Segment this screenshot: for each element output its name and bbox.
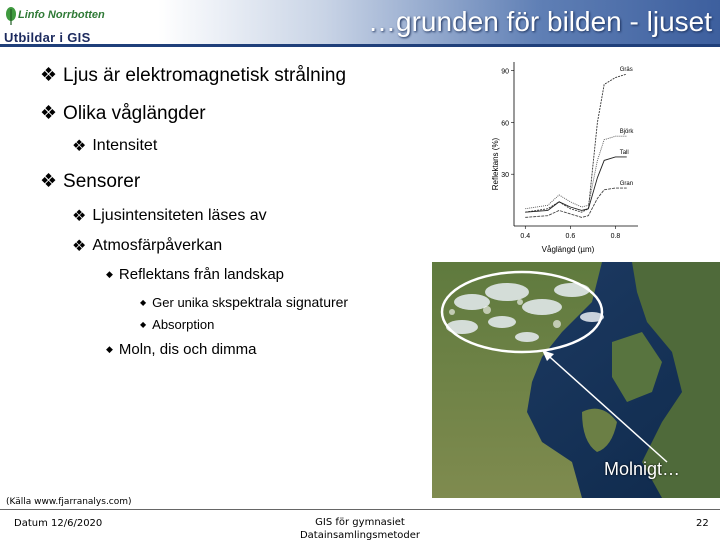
chart-x-tick-label: 0.8 xyxy=(610,233,621,240)
bullet-2 xyxy=(40,102,206,125)
bullet-text: Ljus är elektromagnetisk strålning xyxy=(63,64,347,86)
chart-x-tick-label: 0.6 xyxy=(565,233,576,240)
image-caption: Molnigt… xyxy=(604,459,681,479)
chart-series-label: Gräs xyxy=(619,67,633,74)
chart-ylabel: Reflektans (%) xyxy=(491,137,500,191)
diamond-bullet-icon: ❖ xyxy=(40,103,58,124)
bullet-signature xyxy=(140,294,348,310)
bullet-text: Ljusintensiteten läses av xyxy=(92,207,267,224)
chart-y-tick-label: 90 xyxy=(501,68,509,76)
bullet-text: Moln, dis och dimma xyxy=(118,341,257,358)
footer-center xyxy=(290,516,430,540)
source-credit: (Källa www.fjarranalys.com) xyxy=(6,497,132,507)
slide-header xyxy=(0,0,720,50)
bullet-8 xyxy=(140,317,214,332)
bullet-text-part1: Ger unika sk xyxy=(152,294,226,310)
footer-date: Datum 12/6/2020 xyxy=(14,518,103,529)
chart-y-tick-label: 30 xyxy=(501,172,509,180)
chart-x-tick-label: 0.4 xyxy=(520,233,531,240)
leaf-logo-icon xyxy=(4,6,18,26)
reflectance-chart-svg xyxy=(488,54,658,260)
diamond-bullet-icon: ❖ xyxy=(72,138,87,155)
chart-y-tick-label: 60 xyxy=(501,120,509,128)
diamond-bullet-icon: ❖ xyxy=(40,65,58,86)
bullet-text: Sensorer xyxy=(63,170,141,192)
chart-series-label: Gran xyxy=(619,181,634,188)
reflectance-chart xyxy=(488,54,658,260)
footer-rule xyxy=(0,509,720,510)
bullet-3 xyxy=(72,136,157,156)
diamond-bullet-icon: ❖ xyxy=(72,238,87,255)
small-diamond-bullet-icon: ◆ xyxy=(106,269,113,279)
bullet-5 xyxy=(72,206,267,226)
footer-page-number: 22 xyxy=(696,518,709,529)
small-diamond-bullet-icon: ◆ xyxy=(106,344,113,354)
bullet-text: Intensitet xyxy=(92,137,158,154)
bullet-7 xyxy=(106,266,284,283)
diamond-bullet-icon: ❖ xyxy=(40,171,58,192)
slide-title: …grunden för bilden - ljuset xyxy=(368,6,712,37)
small-diamond-bullet-icon: ◆ xyxy=(140,297,147,307)
bullet-1 xyxy=(40,64,346,87)
chart-series-label: Tall xyxy=(619,149,629,156)
chart-xlabel: Våglängd (µm) xyxy=(541,245,595,254)
bullet-9 xyxy=(106,341,256,358)
small-diamond-bullet-icon: ◆ xyxy=(140,320,147,329)
bullet-text-emphasis: spektrala signaturer xyxy=(225,294,349,310)
bullet-6 xyxy=(72,236,222,256)
bullet-text: Reflektans från landskap xyxy=(118,266,285,283)
footer-subtitle: Datainsamlingsmetoder xyxy=(299,530,421,540)
logo-bottom-text: Utbildar i GIS xyxy=(4,30,91,45)
bullet-text: Olika våglängder xyxy=(63,102,206,124)
bullet-text: Atmosfärpåverkan xyxy=(92,237,223,254)
bullet-4 xyxy=(40,170,140,193)
chart-series-label: Björk xyxy=(619,129,634,136)
diamond-bullet-icon: ❖ xyxy=(72,208,87,225)
logo xyxy=(2,6,112,46)
bullet-text: Absorption xyxy=(152,317,215,332)
logo-top-text: Linfo Norrbotten xyxy=(18,9,105,21)
footer-course: GIS för gymnasiet xyxy=(315,517,405,528)
